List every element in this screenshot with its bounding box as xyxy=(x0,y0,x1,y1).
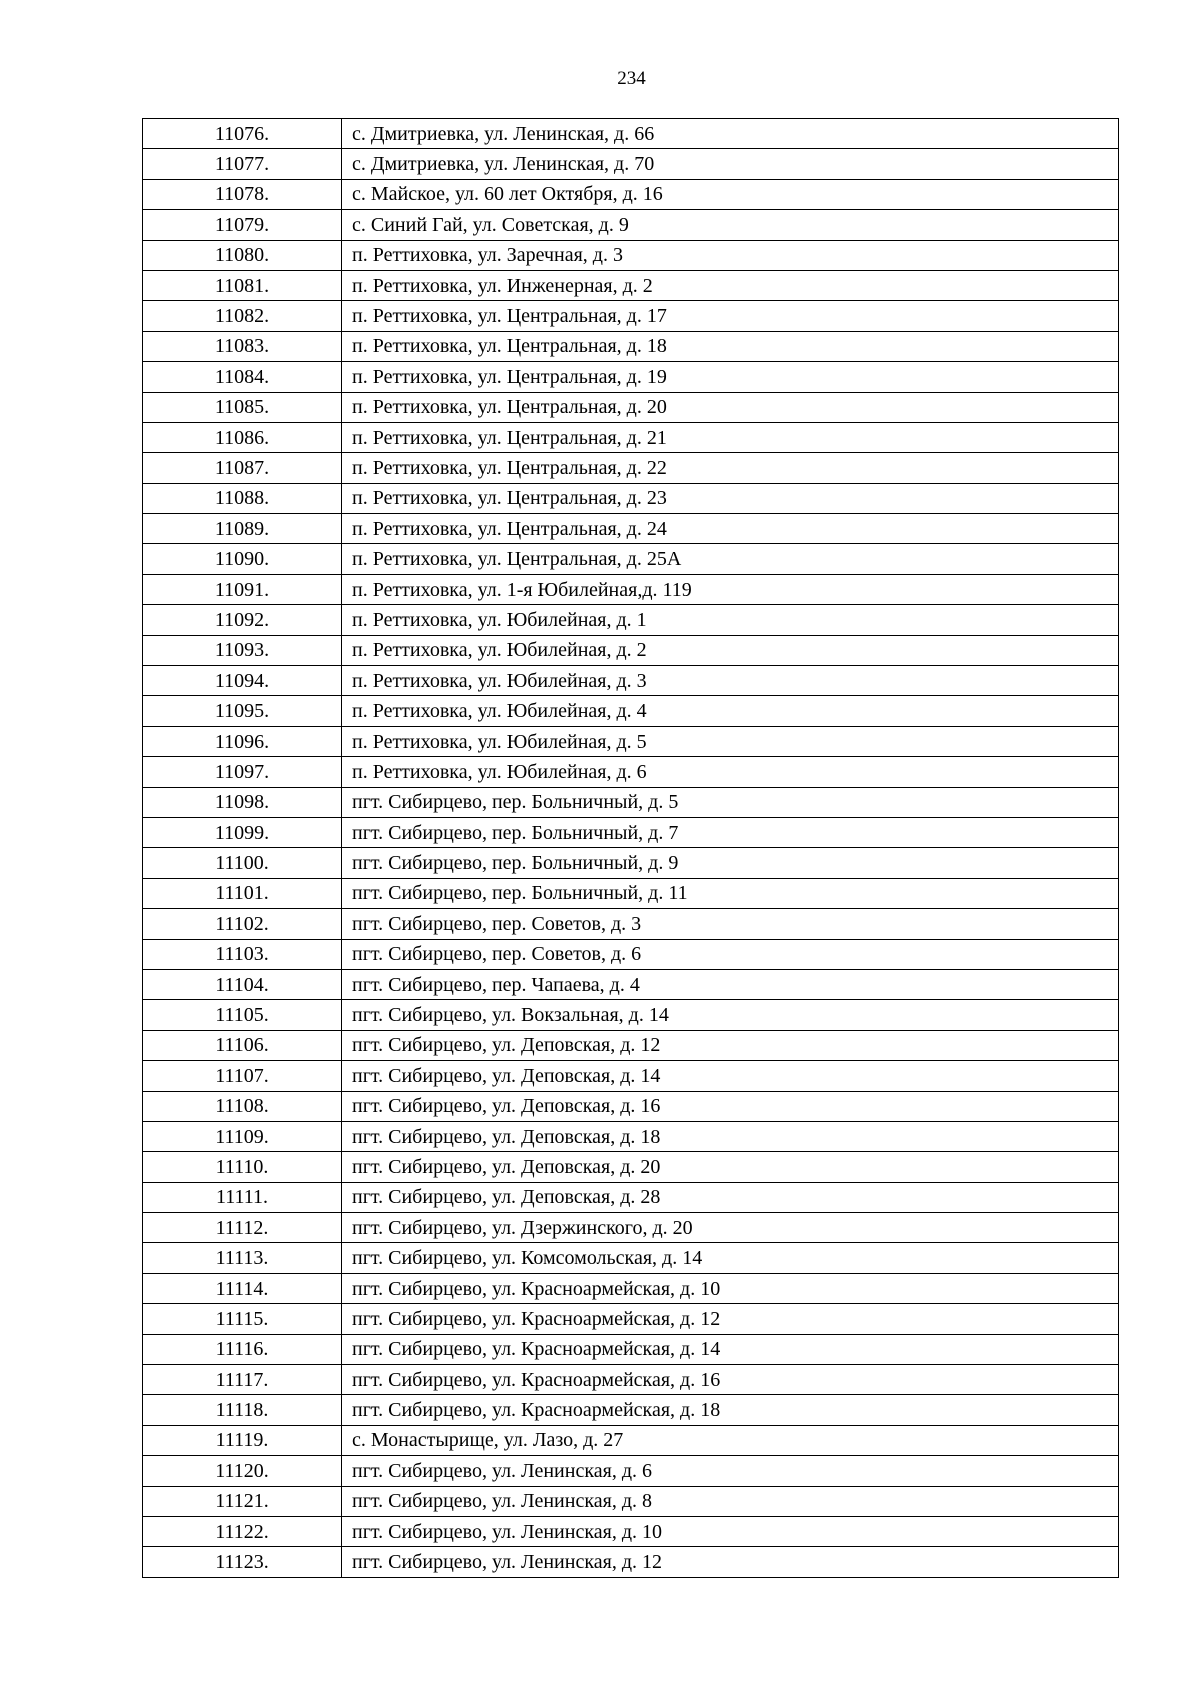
row-address: пгт. Сибирцево, ул. Красноармейская, д. 18 xyxy=(342,1395,1119,1425)
table-row xyxy=(143,666,1119,696)
table-row xyxy=(143,1395,1119,1425)
row-address: пгт. Сибирцево, ул. Ленинская, д. 8 xyxy=(342,1486,1119,1516)
table-row xyxy=(143,1061,1119,1091)
row-address: пгт. Сибирцево, ул. Дзержинского, д. 20 xyxy=(342,1213,1119,1243)
row-number: 11089. xyxy=(143,514,342,544)
row-address: п. Реттиховка, ул. Юбилейная, д. 6 xyxy=(342,757,1119,787)
row-number: 11090. xyxy=(143,544,342,574)
row-address: п. Реттиховка, ул. Юбилейная, д. 1 xyxy=(342,605,1119,635)
row-number: 11110. xyxy=(143,1152,342,1182)
row-number: 11094. xyxy=(143,666,342,696)
table-row xyxy=(143,1334,1119,1364)
row-number: 11096. xyxy=(143,726,342,756)
row-number: 11105. xyxy=(143,1000,342,1030)
row-number: 11083. xyxy=(143,331,342,361)
row-number: 11099. xyxy=(143,817,342,847)
table-row xyxy=(143,392,1119,422)
table-row xyxy=(143,1486,1119,1516)
row-number: 11103. xyxy=(143,939,342,969)
row-address: п. Реттиховка, ул. Центральная, д. 20 xyxy=(342,392,1119,422)
row-number: 11120. xyxy=(143,1456,342,1486)
table-row xyxy=(143,817,1119,847)
row-address: п. Реттиховка, ул. Инженерная, д. 2 xyxy=(342,270,1119,300)
row-address: пгт. Сибирцево, ул. Деповская, д. 16 xyxy=(342,1091,1119,1121)
table-row xyxy=(143,1547,1119,1577)
row-address: пгт. Сибирцево, ул. Деповская, д. 18 xyxy=(342,1121,1119,1151)
row-number: 11095. xyxy=(143,696,342,726)
table-row xyxy=(143,696,1119,726)
row-address: п. Реттиховка, ул. Центральная, д. 18 xyxy=(342,331,1119,361)
table-row xyxy=(143,1243,1119,1273)
row-address: п. Реттиховка, ул. Центральная, д. 22 xyxy=(342,453,1119,483)
table-row xyxy=(143,1516,1119,1546)
address-table-body xyxy=(143,119,1119,1578)
row-address: пгт. Сибирцево, ул. Красноармейская, д. 14 xyxy=(342,1334,1119,1364)
page-number: 234 xyxy=(617,68,646,89)
row-number: 11117. xyxy=(143,1365,342,1395)
row-number: 11077. xyxy=(143,149,342,179)
table-row xyxy=(143,331,1119,361)
table-row xyxy=(143,909,1119,939)
row-number: 11104. xyxy=(143,969,342,999)
row-address: пгт. Сибирцево, ул. Деповская, д. 12 xyxy=(342,1030,1119,1060)
row-number: 11097. xyxy=(143,757,342,787)
row-address: пгт. Сибирцево, ул. Красноармейская, д. 16 xyxy=(342,1365,1119,1395)
table-row xyxy=(143,574,1119,604)
row-address: п. Реттиховка, ул. Центральная, д. 21 xyxy=(342,422,1119,452)
table-row xyxy=(143,757,1119,787)
row-number: 11092. xyxy=(143,605,342,635)
row-address: с. Дмитриевка, ул. Ленинская, д. 66 xyxy=(342,119,1119,149)
table-row xyxy=(143,514,1119,544)
table-row xyxy=(143,605,1119,635)
table-row xyxy=(143,878,1119,908)
row-number: 11087. xyxy=(143,453,342,483)
row-address: п. Реттиховка, ул. Центральная, д. 17 xyxy=(342,301,1119,331)
table-row xyxy=(143,301,1119,331)
row-address: пгт. Сибирцево, ул. Деповская, д. 14 xyxy=(342,1061,1119,1091)
row-number: 11108. xyxy=(143,1091,342,1121)
row-number: 11107. xyxy=(143,1061,342,1091)
table-row xyxy=(143,787,1119,817)
row-number: 11079. xyxy=(143,210,342,240)
row-address: п. Реттиховка, ул. Юбилейная, д. 4 xyxy=(342,696,1119,726)
row-address: пгт. Сибирцево, ул. Красноармейская, д. 12 xyxy=(342,1304,1119,1334)
row-number: 11121. xyxy=(143,1486,342,1516)
table-row xyxy=(143,1365,1119,1395)
row-number: 11085. xyxy=(143,392,342,422)
row-address: пгт. Сибирцево, ул. Комсомольская, д. 14 xyxy=(342,1243,1119,1273)
row-address: с. Майское, ул. 60 лет Октября, д. 16 xyxy=(342,179,1119,209)
table-row xyxy=(143,726,1119,756)
row-address: с. Синий Гай, ул. Советская, д. 9 xyxy=(342,210,1119,240)
row-number: 11102. xyxy=(143,909,342,939)
table-row xyxy=(143,240,1119,270)
table-row xyxy=(143,1121,1119,1151)
row-address: п. Реттиховка, ул. Заречная, д. 3 xyxy=(342,240,1119,270)
row-address: пгт. Сибирцево, ул. Красноармейская, д. 10 xyxy=(342,1273,1119,1303)
row-number: 11081. xyxy=(143,270,342,300)
row-address: п. Реттиховка, ул. Юбилейная, д. 3 xyxy=(342,666,1119,696)
row-address: п. Реттиховка, ул. Центральная, д. 23 xyxy=(342,483,1119,513)
row-number: 11091. xyxy=(143,574,342,604)
row-address: пгт. Сибирцево, пер. Советов, д. 6 xyxy=(342,939,1119,969)
table-row xyxy=(143,969,1119,999)
row-number: 11080. xyxy=(143,240,342,270)
row-number: 11088. xyxy=(143,483,342,513)
row-address: пгт. Сибирцево, пер. Больничный, д. 9 xyxy=(342,848,1119,878)
table-row xyxy=(143,1425,1119,1455)
table-row xyxy=(143,1091,1119,1121)
table-row xyxy=(143,210,1119,240)
row-address: пгт. Сибирцево, пер. Больничный, д. 7 xyxy=(342,817,1119,847)
table-row xyxy=(143,1000,1119,1030)
row-number: 11112. xyxy=(143,1213,342,1243)
row-address: пгт. Сибирцево, ул. Ленинская, д. 12 xyxy=(342,1547,1119,1577)
row-number: 11082. xyxy=(143,301,342,331)
row-address: пгт. Сибирцево, ул. Деповская, д. 28 xyxy=(342,1182,1119,1212)
row-address: пгт. Сибирцево, ул. Ленинская, д. 6 xyxy=(342,1456,1119,1486)
row-address: с. Дмитриевка, ул. Ленинская, д. 70 xyxy=(342,149,1119,179)
row-number: 11093. xyxy=(143,635,342,665)
row-number: 11113. xyxy=(143,1243,342,1273)
row-number: 11119. xyxy=(143,1425,342,1455)
table-row xyxy=(143,1273,1119,1303)
row-address: пгт. Сибирцево, ул. Деповская, д. 20 xyxy=(342,1152,1119,1182)
table-row xyxy=(143,1182,1119,1212)
table-row xyxy=(143,362,1119,392)
row-number: 11115. xyxy=(143,1304,342,1334)
row-address: с. Монастырище, ул. Лазо, д. 27 xyxy=(342,1425,1119,1455)
row-number: 11116. xyxy=(143,1334,342,1364)
row-number: 11118. xyxy=(143,1395,342,1425)
row-number: 11086. xyxy=(143,422,342,452)
table-row xyxy=(143,1152,1119,1182)
row-number: 11123. xyxy=(143,1547,342,1577)
row-address: п. Реттиховка, ул. Центральная, д. 25А xyxy=(342,544,1119,574)
row-number: 11122. xyxy=(143,1516,342,1546)
row-address: п. Реттиховка, ул. Центральная, д. 24 xyxy=(342,514,1119,544)
table-row xyxy=(143,1213,1119,1243)
row-number: 11114. xyxy=(143,1273,342,1303)
table-row xyxy=(143,635,1119,665)
row-address: пгт. Сибирцево, ул. Ленинская, д. 10 xyxy=(342,1516,1119,1546)
table-row xyxy=(143,119,1119,149)
row-address: пгт. Сибирцево, пер. Советов, д. 3 xyxy=(342,909,1119,939)
row-address: пгт. Сибирцево, ул. Вокзальная, д. 14 xyxy=(342,1000,1119,1030)
table-row xyxy=(143,149,1119,179)
row-number: 11078. xyxy=(143,179,342,209)
row-address: п. Реттиховка, ул. Юбилейная, д. 2 xyxy=(342,635,1119,665)
row-number: 11100. xyxy=(143,848,342,878)
table-row xyxy=(143,422,1119,452)
table-row xyxy=(143,544,1119,574)
row-number: 11111. xyxy=(143,1182,342,1212)
row-address: пгт. Сибирцево, пер. Больничный, д. 5 xyxy=(342,787,1119,817)
table-row xyxy=(143,939,1119,969)
table-row xyxy=(143,1456,1119,1486)
row-number: 11106. xyxy=(143,1030,342,1060)
row-address: п. Реттиховка, ул. Юбилейная, д. 5 xyxy=(342,726,1119,756)
table-row xyxy=(143,179,1119,209)
row-address: п. Реттиховка, ул. Центральная, д. 19 xyxy=(342,362,1119,392)
table-row xyxy=(143,270,1119,300)
table-row xyxy=(143,1304,1119,1334)
row-number: 11109. xyxy=(143,1121,342,1151)
address-table xyxy=(142,118,1119,1578)
row-address: пгт. Сибирцево, пер. Больничный, д. 11 xyxy=(342,878,1119,908)
row-number: 11101. xyxy=(143,878,342,908)
table-row xyxy=(143,483,1119,513)
row-number: 11098. xyxy=(143,787,342,817)
row-number: 11076. xyxy=(143,119,342,149)
row-number: 11084. xyxy=(143,362,342,392)
row-address: пгт. Сибирцево, пер. Чапаева, д. 4 xyxy=(342,969,1119,999)
table-row xyxy=(143,453,1119,483)
row-address: п. Реттиховка, ул. 1-я Юбилейная,д. 119 xyxy=(342,574,1119,604)
table-row xyxy=(143,848,1119,878)
table-row xyxy=(143,1030,1119,1060)
